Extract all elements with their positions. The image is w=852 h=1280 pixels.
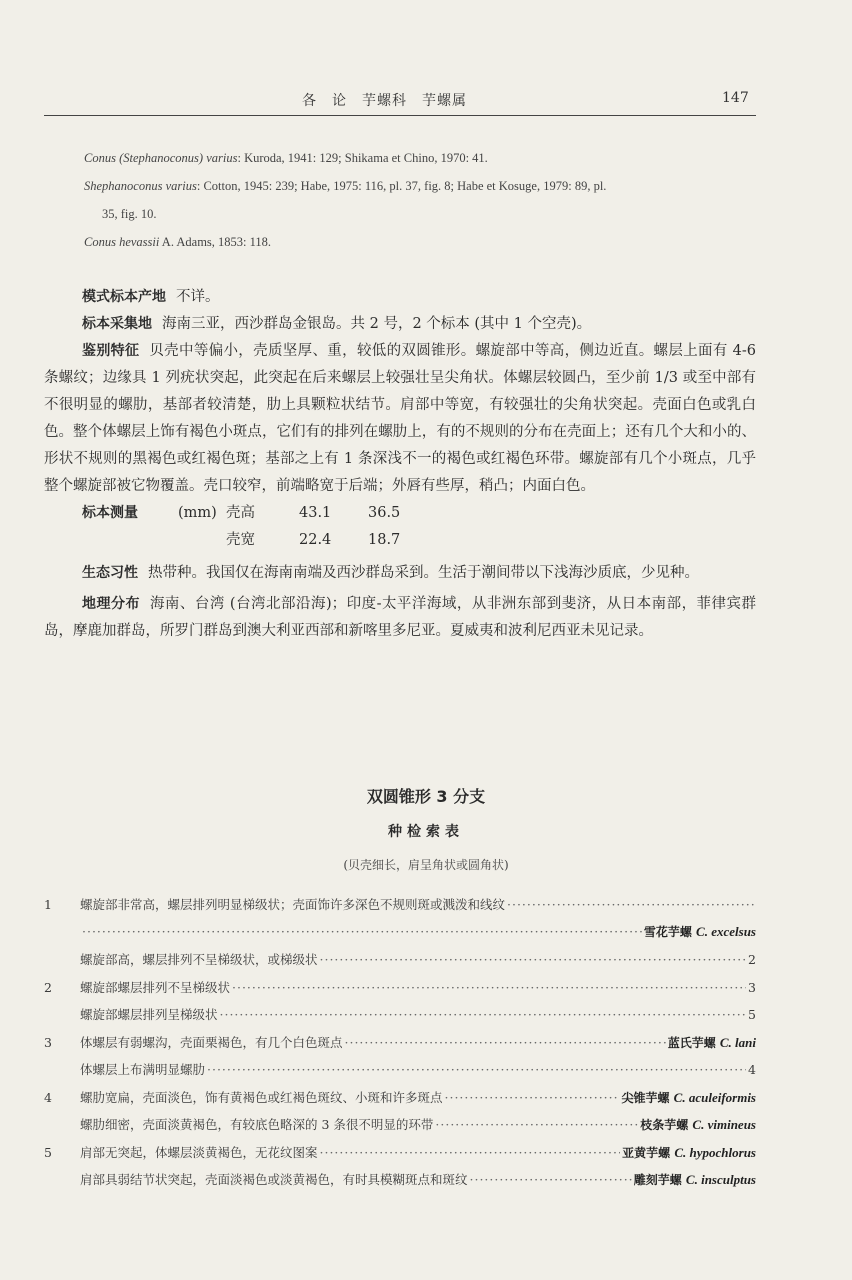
key-note: (贝壳细长，肩呈角状或圆角状) xyxy=(343,858,509,872)
synonym-name: Conus (Stephanoconus) varius xyxy=(84,151,238,165)
header-rule xyxy=(44,115,756,116)
key-subtitle: 种检索表 xyxy=(388,824,464,840)
key-goto-number: 4 xyxy=(748,1062,756,1077)
key-leader-dots xyxy=(507,897,756,912)
key-goto-number: 3 xyxy=(748,979,756,995)
species-chinese-name: 雕刻芋螺 xyxy=(633,1173,686,1187)
key-result-species xyxy=(621,1089,756,1106)
synonymy-list xyxy=(84,144,756,256)
synonym-reference: : Cotton, 1945: 239; Habe, 1975: 116, pl. 37, fig. 8; Habe et Kosuge, 1979: 89, pl. xyxy=(196,179,607,193)
section-label: 模式标本产地 xyxy=(82,289,166,305)
key-result-species xyxy=(644,923,756,940)
key-entry xyxy=(44,923,756,951)
section-label: 标本采集地 xyxy=(82,316,152,332)
key-couplet-number: 1 xyxy=(44,897,52,912)
key-entry xyxy=(44,950,756,978)
key-title: 双圆锥形 3 分支 xyxy=(366,787,486,806)
key-goto-number: 5 xyxy=(748,1007,756,1022)
key-entry xyxy=(44,1115,756,1143)
diagnosis-paragraph xyxy=(44,338,756,500)
key-leader-dots xyxy=(320,1145,621,1160)
measurement-value: 43.1 xyxy=(299,505,332,521)
synonym-entry xyxy=(84,228,756,256)
species-scientific-name: C. insculptus xyxy=(685,1172,756,1187)
section-text: 海南三亚，西沙群岛金银岛。共 2 号，2 个标本 (其中 1 个空壳)。 xyxy=(162,316,592,332)
key-couplet-number: 5 xyxy=(44,1144,52,1160)
key-entry xyxy=(44,895,756,923)
key-leader-dots xyxy=(207,1062,746,1077)
key-entry-text: 体螺层有弱螺沟，壳面栗褐色，有几个白色斑点 xyxy=(80,1034,343,1050)
running-head: 各 论 芋螺科 芋螺属 xyxy=(302,93,467,109)
species-chinese-name: 亚黄芋螺 xyxy=(622,1145,675,1160)
measurement-value: 36.5 xyxy=(368,505,401,521)
key-entry xyxy=(44,1088,756,1116)
measurement-unit: (mm) xyxy=(178,505,217,521)
synonym-name: Shephanoconus varius xyxy=(84,179,197,193)
species-chinese-name: 蓝氏芋螺 xyxy=(667,1035,720,1050)
key-entry xyxy=(44,1143,756,1171)
section-label: 标本测量 xyxy=(82,505,138,521)
measurement-row xyxy=(44,527,756,554)
key-entry-text: 肩部具弱结节状突起，壳面淡褐色或淡黄褐色，有时具模糊斑点和斑纹 xyxy=(80,1172,468,1187)
section-text: 贝壳中等偏小，壳质坚厚、重，较低的双圆锥形。螺旋部中等高，侧边近直。螺层上面有 4-6 条螺纹；边缘具 1 列疣状突起，此突起在后来螺层上较强壮呈尖角状。体螺层较圆凸，至少前 1/3 或至中部有不很明显的螺肋，基部者较清楚，肋上具颗粒状结节。肩部中等宽，有较强壮的尖角状突起。壳面白色或乳白色。整个体螺层上饰有褐色小斑点，它们有的排列在螺肋上，有的不规则的分布在壳面上；还有几个大和小的、形状不规则的黑褐色或红褐色斑；基部之上有 1 条深浅不一的褐色或红褐色环带。螺旋部有几个小斑点，几乎整个螺旋部被它物覆盖。壳口较窄，前端略宽于后端；外唇有些厚，稍凸；内面白色。 xyxy=(44,343,756,494)
species-scientific-name: C. vimineus xyxy=(692,1117,756,1132)
key-entry-text: 螺肋细密，壳面淡黄褐色，有较底色略深的 3 条很不明显的环带 xyxy=(80,1117,434,1132)
key-leader-dots xyxy=(345,1035,666,1050)
key-result-species xyxy=(668,1034,756,1051)
measurement-value: 22.4 xyxy=(299,532,332,548)
distribution-paragraph xyxy=(44,591,756,645)
key-entry-text: 体螺层上布满明显螺肋 xyxy=(80,1062,206,1077)
synonym-name: Conus hevassii xyxy=(84,235,160,249)
key-leader-dots xyxy=(82,924,642,939)
key-leader-dots xyxy=(435,1117,638,1132)
section-text: 热带种。我国仅在海南南端及西沙群岛采到。生活于潮间带以下浅海沙质底，少见种。 xyxy=(148,565,699,581)
key-entry xyxy=(44,1060,756,1088)
key-couplet-number: 2 xyxy=(44,979,52,995)
key-goto-number: 2 xyxy=(748,952,756,967)
key-couplet-number: 3 xyxy=(44,1034,52,1050)
synonym-continuation: 35, fig. 10. xyxy=(102,207,157,221)
measurement-value: 18.7 xyxy=(368,532,401,548)
type-locality-paragraph xyxy=(44,284,756,311)
section-label: 生态习性 xyxy=(82,565,138,581)
measurement-name: 壳高 xyxy=(226,505,255,521)
key-leader-dots xyxy=(470,1172,632,1187)
synonym-entry xyxy=(84,172,756,200)
identification-key xyxy=(44,895,756,1198)
key-couplet-number: 4 xyxy=(44,1089,52,1105)
ecology-paragraph xyxy=(44,560,756,587)
key-entry-text: 肩部无突起，体螺层淡黄褐色，无花纹图案 xyxy=(80,1144,318,1160)
key-result-species xyxy=(622,1144,756,1161)
key-entry-text: 螺旋部非常高，螺层排列明显梯级状；壳面饰许多深色不规则斑或溅泼和线纹 xyxy=(80,897,506,912)
species-chinese-name: 尖锥芋螺 xyxy=(621,1090,674,1105)
key-entry-text: 螺旋部高，螺层排列不呈梯级状，或梯级状 xyxy=(80,952,318,967)
key-entry-text: 螺肋宽扁，壳面淡色，饰有黄褐色或红褐色斑纹、小斑和许多斑点 xyxy=(80,1089,443,1105)
page-number: 147 xyxy=(722,90,749,106)
collection-paragraph xyxy=(44,311,756,338)
section-label: 地理分布 xyxy=(82,596,140,612)
key-entry xyxy=(44,1005,756,1033)
synonym-reference: A. Adams, 1853: 118. xyxy=(159,235,272,249)
species-scientific-name: C. excelsus xyxy=(696,923,756,939)
key-result-species xyxy=(640,1116,756,1133)
key-entry xyxy=(44,1170,756,1198)
species-scientific-name: C. lani xyxy=(719,1034,756,1050)
synonym-reference: : Kuroda, 1941: 129; Shikama et Chino, 1970: 41. xyxy=(237,151,488,165)
key-result-species xyxy=(634,1171,756,1188)
section-text: 不详。 xyxy=(176,289,220,305)
section-label: 鉴别特征 xyxy=(82,343,140,359)
species-description xyxy=(44,284,756,645)
measurement-row xyxy=(44,500,756,527)
measurement-name: 壳宽 xyxy=(226,532,255,548)
key-leader-dots xyxy=(232,980,746,995)
species-chinese-name: 枝条芋螺 xyxy=(640,1118,693,1132)
synonym-entry xyxy=(84,144,756,172)
key-leader-dots xyxy=(445,1090,620,1105)
species-scientific-name: C. aculeiformis xyxy=(673,1089,756,1105)
species-chinese-name: 雪花芋螺 xyxy=(643,924,697,939)
species-scientific-name: C. hypochlorus xyxy=(674,1144,756,1160)
section-text: 海南、台湾 (台湾北部沿海)；印度-太平洋海域，从非洲东部到斐济，从日本南部，菲律宾群岛，摩鹿加群岛，所罗门群岛到澳大利亚西部和新喀里多尼亚。夏威夷和波利尼西亚未见记录。 xyxy=(44,596,757,639)
key-entry xyxy=(44,978,756,1006)
key-leader-dots xyxy=(320,952,747,967)
key-entry-text: 螺旋部螺层排列呈梯级状 xyxy=(80,1007,218,1022)
key-leader-dots xyxy=(220,1007,747,1022)
key-entry xyxy=(44,1033,756,1061)
key-entry-text: 螺旋部螺层排列不呈梯级状 xyxy=(80,979,231,995)
